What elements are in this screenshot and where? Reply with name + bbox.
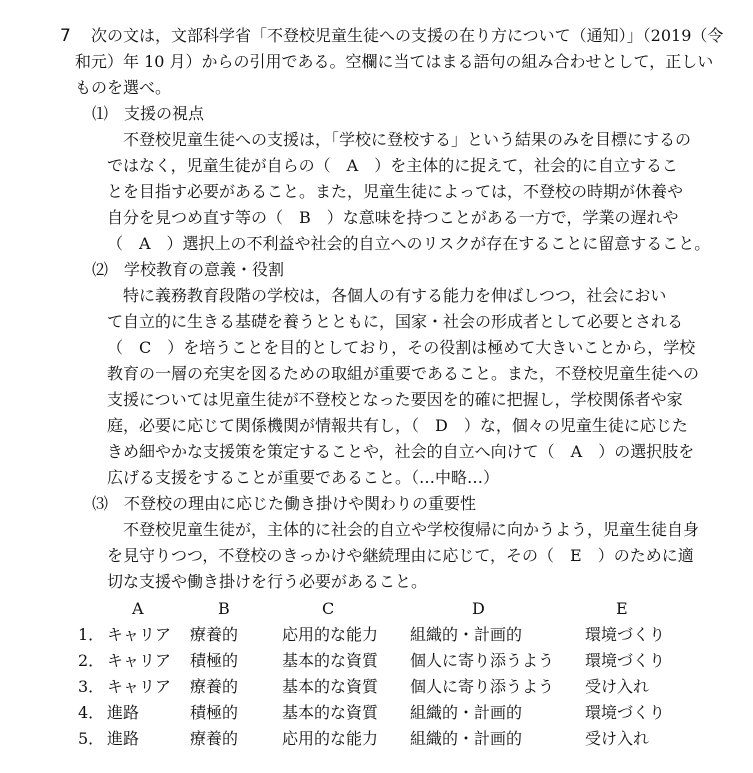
section-line: とを目指す必要があること。また，児童生徒によっては，不登校の時期が休養や [107,182,684,201]
table-header-c: C [322,599,335,618]
option-number: 3． [78,677,105,696]
section-line: きめ細やかな支援策を策定することや，社会的自立へ向けて（ A ）の選択肢を [107,442,695,461]
section-line: 自分を見つめ直す等の（ B ）な意味を持つことがある一方で，学業の遅れや [107,208,679,227]
option-cell-c: 基本的な資質 [282,677,379,696]
section-line: （ C ）を培うことを目的としており，その役割は極めて大きいことから，学校 [107,338,696,357]
option-cell-b: 積極的 [190,703,239,722]
intro-line: 次の文は，文部科学省「不登校児童生徒への支援の在り方について（通知）」（2019（令 [91,26,724,45]
option-cell-d: 個人に寄り添うよう [410,651,555,670]
option-cell-c: 応用的な能力 [282,625,379,644]
option-number: 4． [78,703,105,722]
intro-line: ものを選べ。 [75,78,172,97]
option-cell-d: 組織的・計画的 [410,625,523,644]
option-number: 5． [78,729,105,748]
option-cell-a: 進路 [107,729,140,748]
section-line: を見守りつつ，不登校のきっかけや継続理由に応じて，その（ E ）のために適 [107,546,694,565]
option-cell-b: 療養的 [190,625,239,644]
section-heading: ⑵ 学校教育の意義・役割 [92,260,285,279]
option-cell-e: 環境づくり [585,625,666,644]
option-cell-a: 進路 [107,703,140,722]
option-cell-d: 組織的・計画的 [410,729,523,748]
section-line: 切な支援や働き掛けを行う必要があること。 [107,572,428,591]
option-cell-e: 環境づくり [585,703,666,722]
section-heading: ⑴ 支援の視点 [92,104,205,123]
option-cell-d: 組織的・計画的 [410,703,523,722]
option-cell-d: 個人に寄り添うよう [410,677,555,696]
question-number: 7 [60,26,71,46]
option-cell-a: キャリア [107,677,172,696]
option-cell-e: 受け入れ [585,677,650,696]
option-number: 2． [78,651,105,670]
table-header-a: A [132,599,144,618]
option-cell-b: 療養的 [190,729,239,748]
option-number: 1． [78,625,105,644]
option-cell-c: 基本的な資質 [282,651,379,670]
section-heading: ⑶ 不登校の理由に応じた働き掛けや関わりの重要性 [92,494,477,513]
option-cell-b: 積極的 [190,651,239,670]
section-line: 庭，必要に応じて関係機関が情報共有し，（ D ）な，個々の児童生徒に応じた [107,416,688,435]
section-line: て自立的に生きる基礎を養うとともに，国家・社会の形成者として必要とされる [107,312,684,331]
section-line: 支援については児童生徒が不登校となった要因を的確に把握し，学校関係者や家 [107,390,683,409]
option-cell-b: 療養的 [190,677,239,696]
section-line: ではなく，児童生徒が自らの（ A ）を主体的に捉えて，社会的に自立するこ [107,156,678,175]
section-line: 教育の一層の充実を図るための取組が重要であること。また，不登校児童生徒への [107,364,700,383]
intro-line: 和元）年 10 月）からの引用である。空欄に当てはまる語句の組み合わせとして，正しい [75,52,714,71]
table-header-e: E [616,599,628,618]
option-cell-e: 環境づくり [585,651,666,670]
option-cell-a: キャリア [107,625,172,644]
section-line: 不登校児童生徒が，主体的に社会的自立や学校復帰に向かうよう，児童生徒自身 [123,520,700,539]
option-cell-a: キャリア [107,651,172,670]
option-cell-c: 基本的な資質 [282,703,379,722]
table-header-b: B [218,599,230,618]
table-header-d: D [472,599,485,618]
option-cell-c: 応用的な能力 [282,729,379,748]
section-line: 特に義務教育段階の学校は，各個人の有する能力を伸ばしつつ，社会におい [123,286,667,305]
section-line: （ A ）選択上の不利益や社会的自立へのリスクが存在することに留意すること。 [107,234,711,253]
section-line: 広げる支援をすることが重要であること。（…中略…） [107,468,500,487]
section-line: 不登校児童生徒への支援は，「学校に登校する」という結果のみを目標にするの [123,130,692,149]
option-cell-e: 受け入れ [585,729,650,748]
